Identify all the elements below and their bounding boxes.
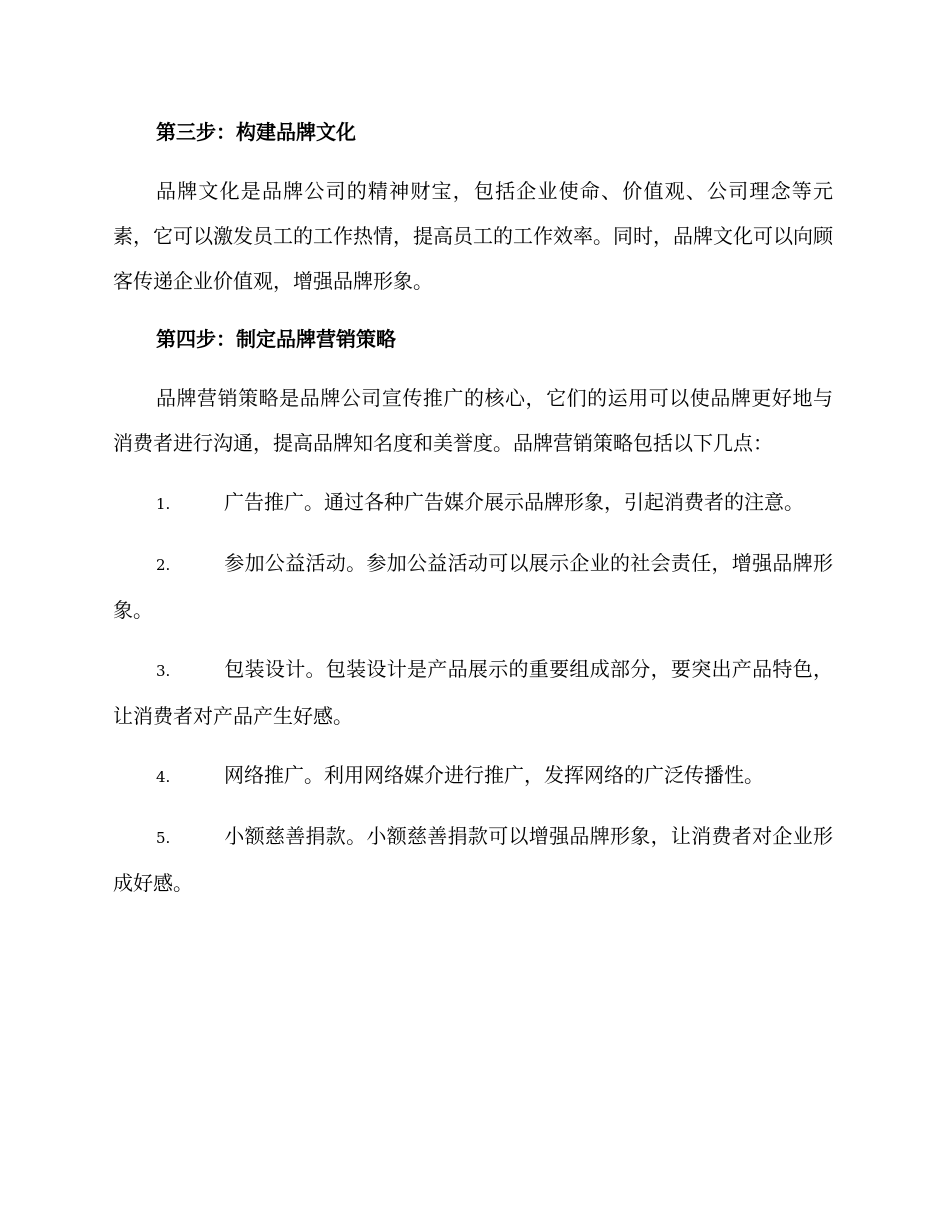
section-heading: 第三步：构建品牌文化 [156, 120, 356, 144]
list-number: 5. [156, 829, 171, 847]
list-text: 网络推广。利用网络媒介进行推广，发挥网络的广泛传播性。 [224, 763, 764, 787]
document-body [113, 110, 833, 906]
list-number: 3. [156, 662, 171, 680]
list-text: 小额慈善捐款。小额慈善捐款可以增强品牌形象，让消费者对企业形成好感。 [113, 824, 833, 895]
list-number: 4. [156, 768, 171, 786]
list-item [113, 541, 833, 633]
list-text: 参加公益活动。参加公益活动可以展示企业的社会责任，增强品牌形象。 [113, 551, 833, 622]
list-text: 包装设计。包装设计是产品展示的重要组成部分，要突出产品特色，让消费者对产品产生好感。 [113, 657, 833, 728]
list-item [113, 814, 833, 906]
list-item [113, 647, 833, 739]
list-item [113, 753, 833, 800]
section-paragraph: 品牌营销策略是品牌公司宣传推广的核心，它们的运用可以使品牌更好地与消费者进行沟通，提高品牌知名度和美誉度。品牌营销策略包括以下几点： [113, 386, 833, 455]
list-text: 广告推广。通过各种广告媒介展示品牌形象，引起消费者的注意。 [224, 490, 804, 514]
section-heading: 第四步：制定品牌营销策略 [156, 327, 396, 351]
list-number: 2. [156, 556, 171, 574]
section-paragraph: 品牌文化是品牌公司的精神财宝，包括企业使命、价值观、公司理念等元素，它可以激发员工的工作热情，提高员工的工作效率。同时，品牌文化可以向顾客传递企业价值观，增强品牌形象。 [113, 179, 833, 293]
list-number: 1. [156, 495, 171, 513]
list-item [113, 480, 833, 527]
